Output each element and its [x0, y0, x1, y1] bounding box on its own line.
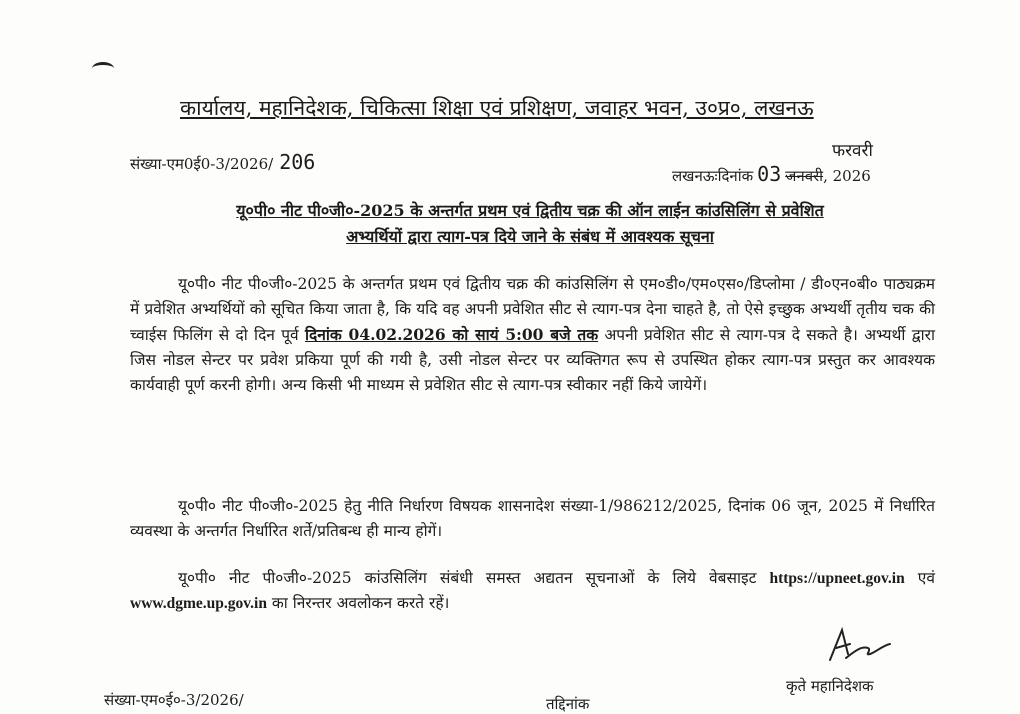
year-suffix: , 2026 — [823, 167, 871, 185]
paragraph-3 — [130, 566, 935, 616]
paragraph-2-text: यू०पी० नीट पी०जी०-2025 हेतु नीति निर्धारण विषयक शासनादेश संख्या-1/986212/2025, दिनांक 06 जून, 2025 में निर्धारित व्यवस्था के अन्तर्गत निर्धारित शर्ते/प्रतिबन्ध ही मान्य होगें। — [130, 497, 935, 540]
subject-line-1: यू०पी० नीट पी०जी०-2025 के अन्तर्गत प्रथम एवं द्वितीय चक्र की ऑन लाईन कांउसिलिंग से प्रवेशित — [236, 201, 824, 220]
scan-mark — [92, 62, 114, 75]
paragraph-3-part-2: का निरन्तर अवलोकन करते रहें। — [271, 594, 450, 612]
month-struck: जनवरी — [785, 167, 824, 185]
paragraph-1-part-1: यू०पी० नीट पी०जी०-2025 के अन्तर्गत प्रथम एवं द्वितीय चक्र की कांउसिलिंग से एम०डी०/एम०एस०/डिप्लोमा / डी०एन०बी० पाठ्यक्रम में प्रवेशित अभ्यर्थियों को सूचित किया जाता है, कि यदि वह अपनी प्रवेशित सीट से त्याग-पत्र देना चाहते है, तो ऐसे इच्छुक अभ्यर्थी तृतीय चक की च्वाईस फिलिंग से दो दिन पूर्व — [130, 275, 935, 344]
office-title: कार्यालय, महानिदेशक, चिकित्सा शिक्षा एवं प्रशिक्षण, जवाहर भवन, उ०प्र०, लखनऊ — [180, 96, 814, 120]
subject — [140, 198, 920, 250]
signature-icon — [824, 624, 894, 668]
date-line — [672, 162, 871, 186]
paragraph-3-part-1: यू०पी० नीट पी०जी०-2025 कांउसिलिंग संबंधी समस्त अद्यतन सूचनाओं के लिये वेबसाइट — [178, 569, 757, 587]
date-prefix: लखनऊःदिनांक — [672, 167, 754, 185]
paragraph-1-part-2: अपनी प्रवेशित सीट से त्याग-पत्र दे सकते है। अभ्यर्थी द्वारा जिस नोडल सेन्टर पर प्रवेश प्रकिया पूर्ण की गयी है, उसी नोडल सेन्टर पर व्यक्तिगत रूप से उपस्थित होकर त्याग-पत्र प्रस्तुत कर आवश्यक कार्यवाही पूर्ण करनी होगी। अन्य किसी भी माध्यम से प्रवेशित सीट से त्याग-पत्र स्वीकार नहीं किये जायेगें। — [130, 326, 936, 394]
paragraph-2 — [130, 494, 935, 544]
reference-prefix: संख्या-एम0ई0-3/2026/ — [130, 155, 274, 173]
subject-line-2: अभ्यर्थियों द्वारा त्याग-पत्र दिये जाने के संबंध में आवश्यक सूचना — [346, 227, 714, 246]
footer-reference: संख्या-एम०ई०-3/2026/ — [104, 691, 244, 709]
signatory-line: कृते महानिदेशक — [786, 677, 874, 695]
website-link-dgme[interactable]: www.dgme.up.gov.in — [130, 595, 267, 612]
reference-number — [130, 150, 315, 174]
paragraph-3-conjunction: एवं — [917, 569, 935, 587]
website-link-upneet[interactable]: https://upneet.gov.in — [769, 570, 905, 587]
month-handwritten: फरवरी — [832, 141, 873, 161]
date-day-handwritten: 03 — [757, 162, 782, 186]
reference-number-handwritten: 206 — [279, 150, 316, 174]
deadline: दिनांक 04.02.2026 को सायं 5:00 बजे तक — [304, 325, 599, 344]
footer-date-label: तद्दिनांक — [546, 695, 590, 713]
paragraph-1 — [130, 272, 935, 398]
